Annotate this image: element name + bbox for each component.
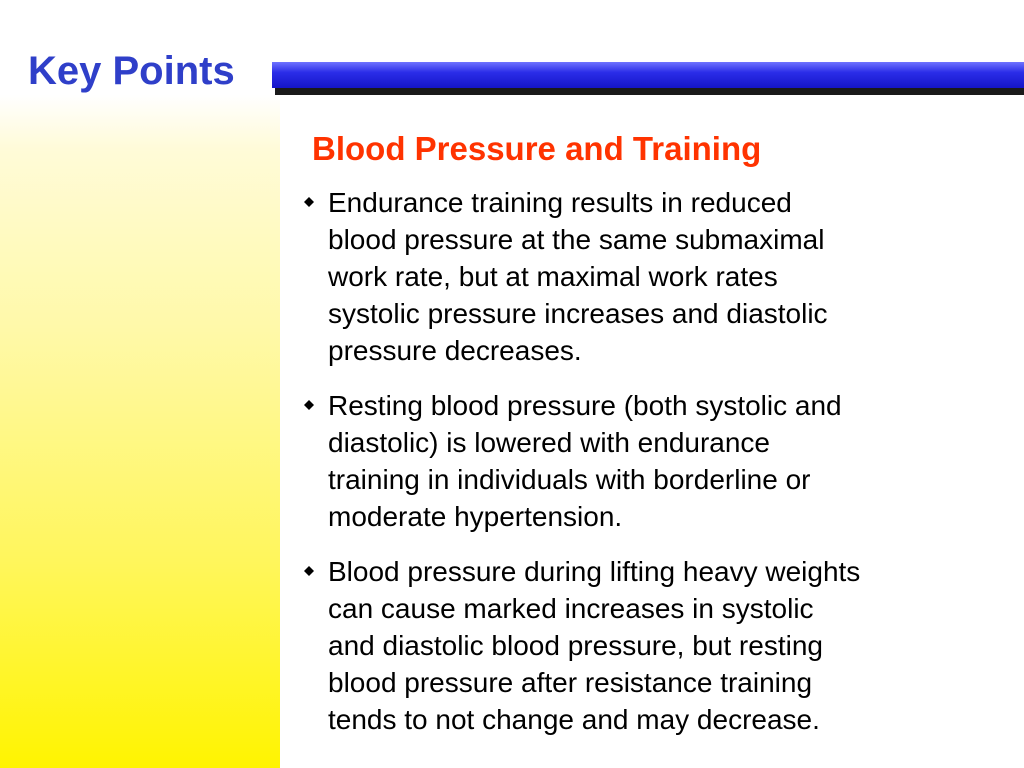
bullet-item — [302, 184, 1002, 369]
diamond-bullet-icon — [304, 566, 314, 576]
bullet-text: Blood pressure during lifting heavy weights can cause marked increases in systolic and diastolic blood pressure, but resting blood pressure after resistance training tends to not change and may decrease. — [328, 556, 861, 735]
diamond-bullet-icon — [304, 400, 314, 410]
slide-title: Key Points — [28, 49, 235, 93]
bullet-item — [302, 387, 1002, 535]
section-heading: Blood Pressure and Training — [312, 130, 762, 167]
bullet-text: Endurance training results in reduced blood pressure at the same submaximal work rate, but at maximal work rates systolic pressure increases and diastolic pressure decreases. — [328, 187, 828, 366]
title-bar-fill — [272, 62, 1024, 88]
bullet-text: Resting blood pressure (both systolic and diastolic) is lowered with endurance training in individuals with borderline or moderate hypertension. — [328, 390, 842, 532]
diamond-bullet-icon — [304, 197, 314, 207]
yellow-side-panel — [0, 95, 280, 768]
bullet-list — [302, 184, 1002, 738]
bullet-item — [302, 553, 1002, 738]
title-bar-decoration — [272, 62, 1024, 90]
